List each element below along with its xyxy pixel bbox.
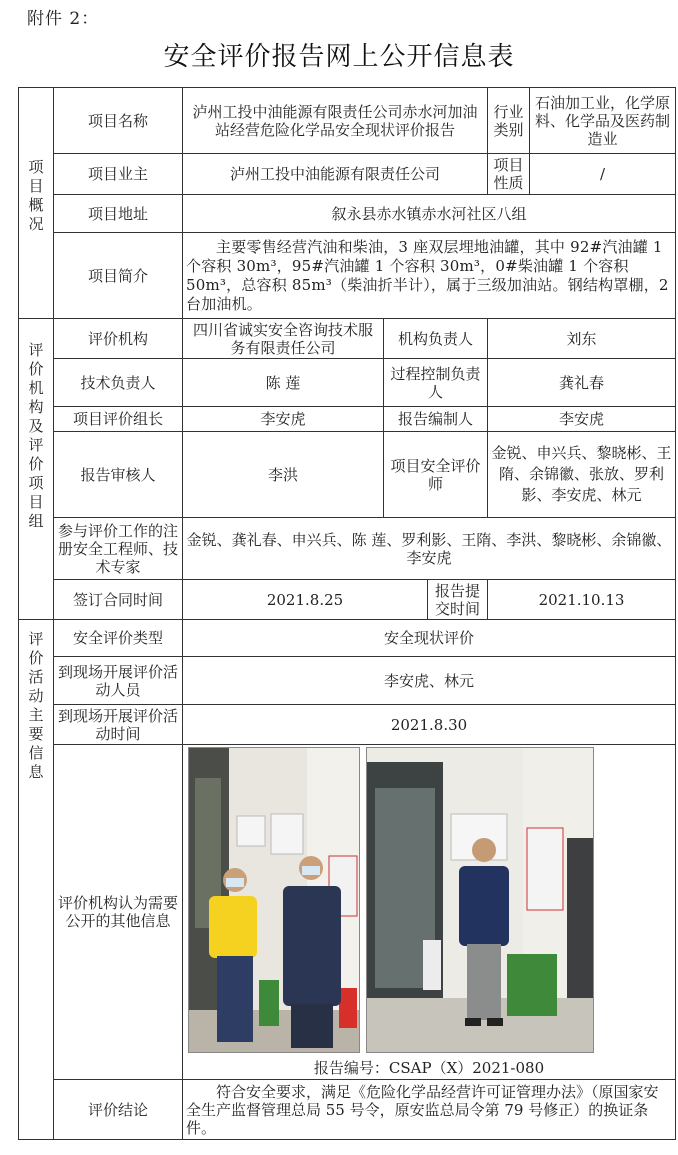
assessor-value: 金锐、申兴兵、黎晓彬、王隋、余锦徽、张放、罗利影、李安虎、林元 — [488, 432, 676, 518]
conclusion-value: 符合安全要求，满足《危险化学品经营许可证管理办法》（原国家安全生产监督管理总局 55 号令，原安监总局令第 79 号修正）的换证条件。 — [183, 1080, 676, 1140]
info-table — [18, 87, 676, 1140]
org-label: 评价机构 — [54, 319, 183, 359]
site-photo-1 — [188, 747, 360, 1053]
report-number: 报告编号：CSAP（X）2021-080 — [313, 1059, 545, 1077]
address-label: 项目地址 — [54, 195, 183, 233]
photo-cell — [183, 745, 676, 1080]
nature-value: / — [530, 154, 676, 195]
site-photo-2-image — [367, 748, 593, 1052]
head-value: 刘东 — [488, 319, 676, 359]
page-title: 安全评价报告网上公开信息表 — [163, 42, 515, 72]
intro-value: 主要零售经营汽油和柴油，3 座双层埋地油罐，其中 92#汽油罐 1 个容积 30m³，95#汽油罐 1 个容积 30m³，0#柴油罐 1 个容积 50m³，总容积 85m³（柴油折半计），属于三级加油站。钢结构罩棚，2 台加油机。 — [183, 233, 676, 319]
address-value: 叙永县赤水镇赤水河社区八组 — [183, 195, 676, 233]
tech-value: 陈 莲 — [183, 359, 384, 407]
leader-value: 李安虎 — [183, 407, 384, 432]
writer-value: 李安虎 — [488, 407, 676, 432]
section-activity: 评价活动主要信息 — [19, 620, 54, 1140]
other-label: 评价机构认为需要公开的其他信息 — [54, 745, 183, 1080]
section-agency: 评价机构及评价项目组 — [19, 319, 54, 620]
submit-label: 报告提交时间 — [428, 580, 488, 620]
site-photo-1-image — [189, 748, 359, 1052]
reviewer-label: 报告审核人 — [54, 432, 183, 518]
owner-label: 项目业主 — [54, 154, 183, 195]
name-value: 泸州工投中油能源有限责任公司赤水河加油站经营危险化学品安全现状评价报告 — [183, 88, 488, 154]
assessor-label: 项目安全评价师 — [384, 432, 488, 518]
intro-label: 项目简介 — [54, 233, 183, 319]
head-label: 机构负责人 — [384, 319, 488, 359]
leader-label: 项目评价组长 — [54, 407, 183, 432]
type-label: 安全评价类型 — [54, 620, 183, 657]
onsite-people-label: 到现场开展评价活动人员 — [54, 657, 183, 705]
reviewer-value: 李洪 — [183, 432, 384, 518]
industry-value: 石油加工业，化学原料、化学品及医药制造业 — [530, 88, 676, 154]
contract-value: 2021.8.25 — [183, 580, 428, 620]
owner-value: 泸州工投中油能源有限责任公司 — [183, 154, 488, 195]
name-label: 项目名称 — [54, 88, 183, 154]
org-value: 四川省诚实安全咨询技术服务有限责任公司 — [183, 319, 384, 359]
onsite-time-label: 到现场开展评价活动时间 — [54, 705, 183, 745]
tech-label: 技术负责人 — [54, 359, 183, 407]
writer-label: 报告编制人 — [384, 407, 488, 432]
section-overview: 项目概况 — [19, 88, 54, 319]
nature-label: 项目性质 — [488, 154, 530, 195]
process-value: 龚礼春 — [488, 359, 676, 407]
site-photo-2 — [366, 747, 594, 1053]
submit-value: 2021.10.13 — [488, 580, 676, 620]
contract-label: 签订合同时间 — [54, 580, 183, 620]
industry-label: 行业类别 — [488, 88, 530, 154]
onsite-time-value: 2021.8.30 — [183, 705, 676, 745]
process-label: 过程控制负责人 — [384, 359, 488, 407]
type-value: 安全现状评价 — [183, 620, 676, 657]
attachment-label: 附件 2： — [27, 9, 100, 29]
participants-value: 金锐、龚礼春、申兴兵、陈 莲、罗利影、王隋、李洪、黎晓彬、余锦徽、李安虎 — [183, 518, 676, 580]
participants-label: 参与评价工作的注册安全工程师、技术专家 — [54, 518, 183, 580]
onsite-people-value: 李安虎、林元 — [183, 657, 676, 705]
conclusion-label: 评价结论 — [54, 1080, 183, 1140]
